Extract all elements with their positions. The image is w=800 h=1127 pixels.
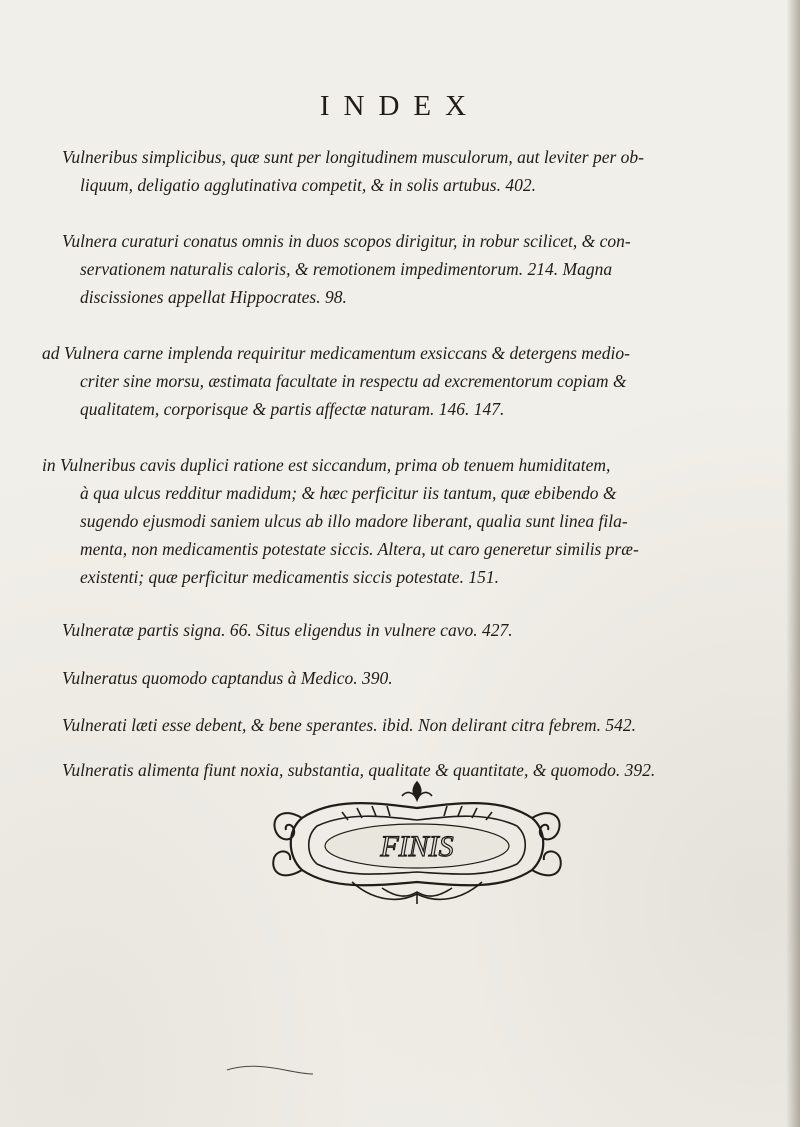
entry-line [42,451,768,479]
index-entry [42,339,768,423]
entry-line: Vulnera curaturi conatus omnis in duos scopos dirigitur, in robur scilicet, & con- [62,231,631,251]
entry-line: liquum, deligatio agglutinativa competit, & in solis artubus. 402. [80,175,536,195]
page-title: INDEX [319,90,481,122]
entry-prefix: in [42,455,56,475]
entry-text: Vulneribus cavis duplici ratione est siccandum, prima ob tenuem humiditatem, [60,455,611,475]
entry-line: Vulnerati læti esse debent, & bene sperantes. ibid. Non delirant citra febrem. 542. [62,715,637,735]
finis-monogram: FINIS [380,830,454,863]
page-edge-shadow [786,0,800,1127]
entry-line: sugendo ejusmodi saniem ulcus ab illo madore liberant, qualia sunt linea fila- [80,511,628,531]
ink-smudge-mark [225,1062,315,1076]
index-entry [62,711,768,739]
index-entry [62,664,768,692]
entry-line [42,339,768,367]
index-entry [62,143,768,199]
index-entry [62,616,768,644]
entry-line: Vulneratis alimenta fiunt noxia, substantia, qualitate & quantitate, & quomodo. 392. [62,760,656,780]
entry-line: menta, non medicamentis potestate siccis. Altera, ut caro generetur similis præ- [80,539,639,559]
entry-line: existenti; quæ perficitur medicamentis siccis potestate. 151. [80,567,499,587]
entry-line: discissiones appellat Hippocrates. 98. [80,287,347,307]
entry-line: servationem naturalis caloris, & remotionem impedimentorum. 214. Magna [80,259,613,279]
entry-line: Vulneratæ partis signa. 66. Situs eligendus in vulnere cavo. 427. [62,620,513,640]
entry-line: qualitatem, corporisque & partis affectæ naturam. 146. 147. [80,399,505,419]
index-entry [62,227,768,311]
entry-line: criter sine morsu, æstimata facultate in respectu ad excrementorum copiam & [80,371,627,391]
entry-text: Vulnera carne implenda requiritur medicamentum exsiccans & detergens medio- [63,343,630,363]
index-entry [42,451,768,591]
finis-tailpiece-ornament [262,778,572,908]
entry-line: Vulneribus simplicibus, quæ sunt per longitudinem musculorum, aut leviter per ob- [62,147,644,167]
entry-prefix: ad [42,343,60,363]
entry-line: Vulneratus quomodo captandus à Medico. 390. [62,668,393,688]
entry-line: à qua ulcus redditur madidum; & hæc perficitur iis tantum, quæ ebibendo & [80,483,617,503]
